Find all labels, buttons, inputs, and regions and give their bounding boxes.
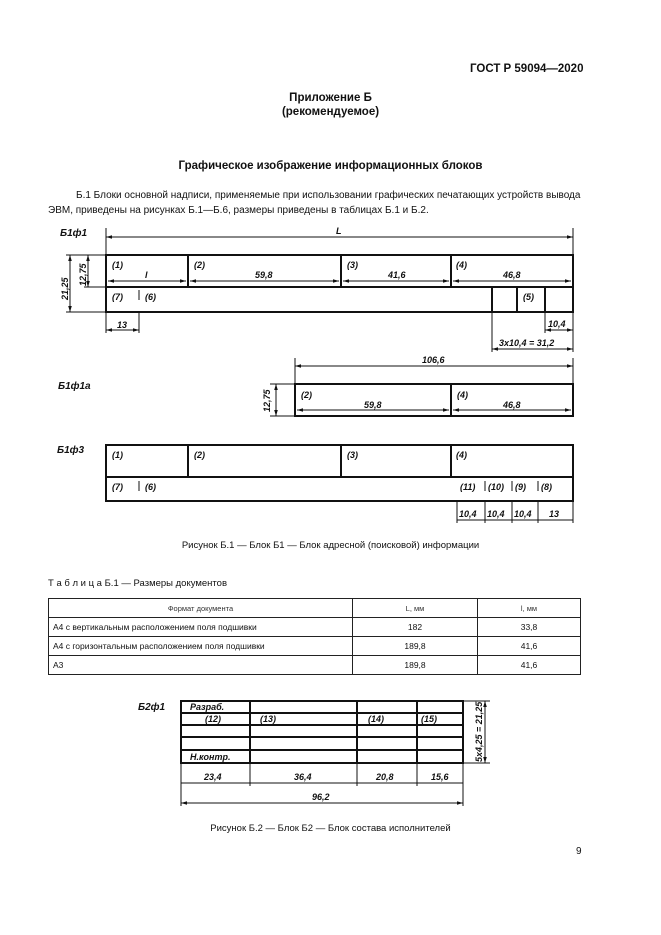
page-number: 9 [576,846,582,857]
cell-8-label: (8) [541,482,552,492]
nkontr-label: Н.контр. [190,752,231,762]
appendix-subtitle: (рекомендуемое) [281,106,380,118]
dim-10-4-c: 10,4 [514,509,532,519]
table-cell: 182 [353,618,478,637]
dim-3x: 3х10,4 = 31,2 [499,338,555,348]
dim-10-4: 10,4 [548,319,566,329]
paragraph-line-1: Б.1 Блоки основной надписи, применяемые при использовании графических печатающих устройств вывода [76,190,581,201]
cell-3-label: (3) [347,260,358,270]
dim-20-8: 20,8 [376,772,394,782]
dim-23-4: 23,4 [204,772,222,782]
dim-59-8: 59,8 [255,270,273,280]
cell-1c-label: (1) [112,450,123,460]
dim-13: 13 [117,320,128,330]
table-cell: 33,8 [478,618,581,637]
cell-2b-label: (2) [301,390,312,400]
dim-46-8b: 46,8 [503,400,521,410]
dim-15-6: 15,6 [431,772,449,782]
cell-15-label: (15) [421,714,438,724]
table-cell: А4 с вертикальным расположением поля подшивки [49,618,353,637]
section-title: Графическое изображение информационных блоков [178,160,483,172]
block-b1f1-label: Б1ф1 [60,228,88,239]
cell-2-label: (2) [194,260,205,270]
cell-4-label: (4) [456,260,467,270]
dim-21-25: 21,25 [60,277,70,300]
dim-12-75b: 12,75 [262,389,272,412]
cell-12-label: (12) [205,714,222,724]
dim-13-c: 13 [549,509,560,519]
figure-b1-caption: Рисунок Б.1 — Блок Б1 — Блок адресной (поисковой) информации [181,540,480,551]
dim-106-6: 106,6 [422,355,445,365]
header-l: l, мм [478,599,581,618]
cell-5-label: (5) [523,292,534,302]
dim-36-4: 36,4 [294,772,312,782]
block-b2f1-label: Б2ф1 [138,702,166,713]
table-cell: 189,8 [353,656,478,675]
cell-9-label: (9) [515,482,526,492]
cell-7-label: (7) [112,292,123,302]
cell-2c-label: (2) [194,450,205,460]
dim-59-8b: 59,8 [364,400,382,410]
dim-l: l [145,270,148,280]
cell-7c-label: (7) [112,482,123,492]
cell-4c-label: (4) [456,450,467,460]
table-b1-title: Т а б л и ц а Б.1 — Размеры документов [48,578,228,589]
block-b1f1a-label: Б1ф1а [58,381,91,392]
header-format: Формат документа [49,599,353,618]
table-cell: А4 с горизонтальным расположением поля подшивки [49,637,353,656]
dim-41-6: 41,6 [388,270,406,280]
cell-4b-label: (4) [457,390,468,400]
dim-46-8: 46,8 [503,270,521,280]
block-b1f3-label: Б1ф3 [57,445,85,456]
paragraph-line-2: ЭВМ, приведены на рисунках Б.1—Б.6, размеры приведены в таблицах Б.1 и Б.2. [48,205,429,216]
appendix-title: Приложение Б [289,92,372,104]
table-cell: 41,6 [478,656,581,675]
dim-12-75: 12,75 [78,263,88,286]
razrab-label: Разраб. [190,702,225,712]
dim-L: L [336,226,342,236]
cell-14-label: (14) [368,714,385,724]
cell-11-label: (11) [460,482,476,492]
cell-10-label: (10) [488,482,505,492]
dim-5x4-25: 5х4,25 = 21,25 [474,701,484,762]
dim-10-4-a: 10,4 [459,509,477,519]
header-L: L, мм [353,599,478,618]
figure-b2-caption: Рисунок Б.2 — Блок Б2 — Блок состава исполнителей [210,823,451,834]
table-cell: А3 [49,656,353,675]
table-cell: 189,8 [353,637,478,656]
cell-1-label: (1) [112,260,123,270]
cell-6-label: (6) [145,292,156,302]
cell-6c-label: (6) [145,482,156,492]
standard-number: ГОСТ Р 59094—2020 [470,63,584,75]
cell-13-label: (13) [260,714,277,724]
cell-3c-label: (3) [347,450,358,460]
table-cell: 41,6 [478,637,581,656]
dim-10-4-b: 10,4 [487,509,505,519]
dim-96-2: 96,2 [312,792,330,802]
